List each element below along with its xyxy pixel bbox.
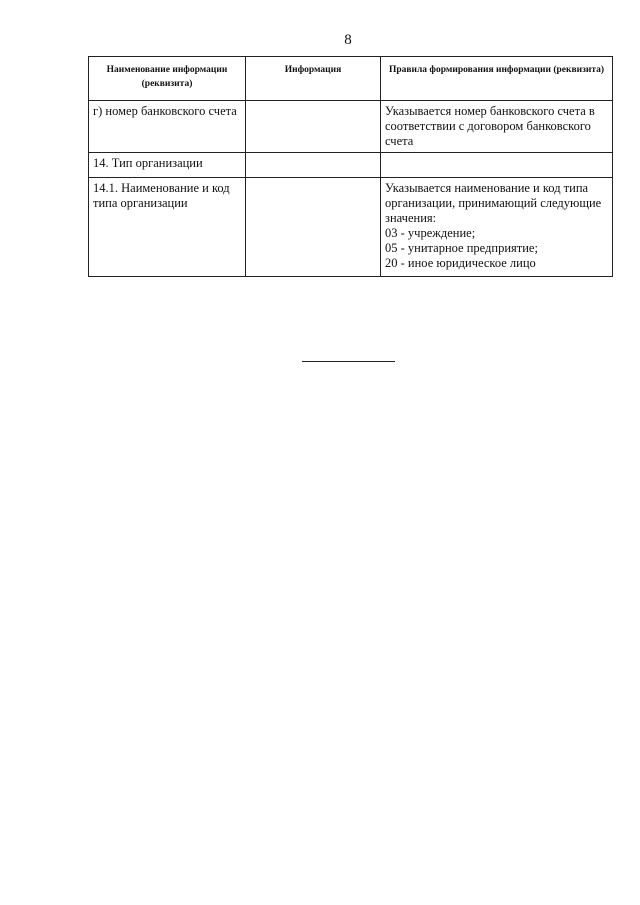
rule-line: 05 - унитарное предприятие; [385, 241, 538, 255]
end-divider-line [302, 361, 395, 362]
cell-rules [381, 178, 613, 277]
cell-info [246, 101, 381, 153]
cell-name: 14. Тип организации [89, 153, 246, 178]
table-header-row [89, 57, 613, 101]
cell-info [246, 153, 381, 178]
table-row [89, 153, 613, 178]
table-row [89, 178, 613, 277]
document-table [88, 56, 613, 277]
rule-line: 20 - иное юридическое лицо [385, 256, 536, 270]
cell-rules [381, 153, 613, 178]
page-number: 8 [344, 32, 352, 48]
cell-name: г) номер банковского счета [89, 101, 246, 153]
table-row [89, 101, 613, 153]
cell-rules [381, 101, 613, 153]
header-info: Информация [246, 57, 381, 101]
rule-line: Указывается номер банковского счета в соответствии с договором банковского счета [385, 104, 595, 148]
header-info-name: Наименование информации (реквизита) [89, 57, 246, 101]
rule-line: Указывается наименование и код типа организации, принимающий следующие значения: [385, 181, 602, 225]
cell-name: 14.1. Наименование и код типа организации [89, 178, 246, 277]
rule-line: 03 - учреждение; [385, 226, 476, 240]
cell-info [246, 178, 381, 277]
header-rules: Правила формирования информации (реквизита) [381, 57, 613, 101]
